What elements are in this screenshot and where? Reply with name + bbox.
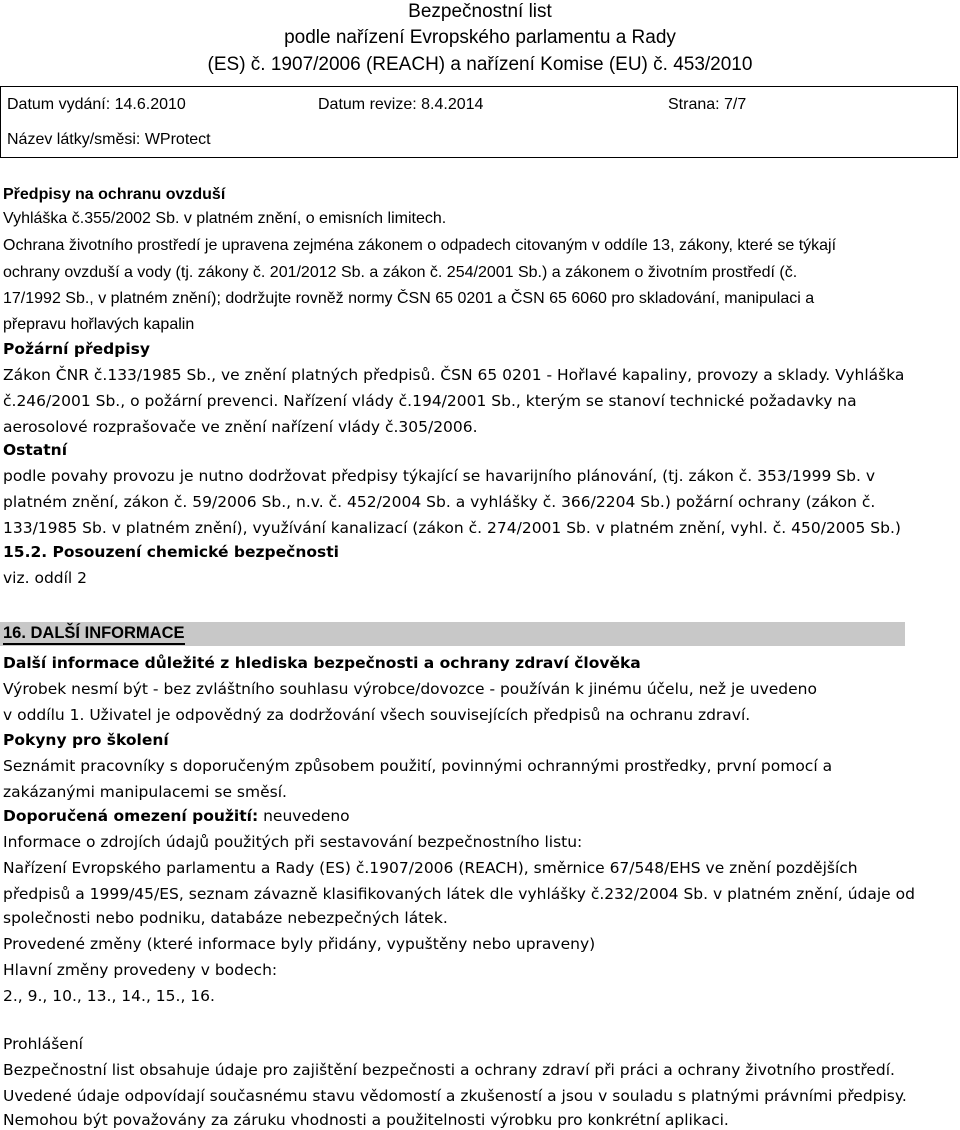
fire-line: aerosolové rozprašovače ve znění nařízení vlády č.305/2006. [3,418,478,436]
chemical-safety-text: viz. oddíl 2 [3,569,88,587]
changes-line: Provedené změny (které informace byly přidány, vypuštěny nebo upraveny) [3,935,596,953]
air-line: přepravu hořlavých kapalin [3,316,195,333]
other-line: platném znění, zákon č. 59/2006 Sb., n.v. č. 452/2004 Sb. a vyhlášky č. 366/2204 Sb.) požární ochrany (zákon č. [3,493,876,511]
chemical-safety-heading: 15.2. Posouzení chemické bezpečnosti [3,543,339,561]
sources-line: Nařízení Evropského parlamentu a Rady (ES) č.1907/2006 (REACH), směrnice 67/548/EHS ve znění pozdějších [3,859,858,877]
other-line: podle povahy provozu je nutno dodržovat předpisy týkající se havarijního plánování, (tj. zákon č. 353/1999 Sb. v [3,467,876,485]
other-heading: Ostatní [3,441,68,459]
fire-line: Zákon ČNR č.133/1985 Sb., ve znění platných předpisů. ČSN 65 0201 - Hořlavé kapaliny, provozy a sklady. Vyhláška [3,366,905,384]
air-heading: Předpisy na ochranu ovzduší [3,186,226,203]
training-heading: Pokyny pro školení [3,731,169,749]
header-info-box [0,86,958,158]
regulation-line-1: podle nařízení Evropského parlamentu a Rady [284,27,676,48]
substance-name: Název látky/směsi: WProtect [7,131,211,148]
page-number: Strana: 7/7 [668,96,747,113]
revision-date: Datum revize: 8.4.2014 [318,96,484,113]
declaration-line: Nemohou být považovány za záruku vhodnosti a použitelnosti výrobku pro konkrétní aplikaci. [3,1111,729,1129]
air-line: ochrany ovzduší a vody (tj. zákony č. 201/2012 Sb. a zákon č. 254/2001 Sb.) a zákonem o životním prostředí (č. [3,264,798,281]
declaration-line: Bezpečnostní list obsahuje údaje pro zajištění bezpečnosti a ochrany zdraví při práci a ochrany životního prostředí. [3,1061,895,1079]
section-16-title: 16. DALŠÍ INFORMACE [3,624,185,645]
declaration-heading: Prohlášení [3,1035,83,1053]
air-line: Ochrana životního prostředí je upravena zejména zákonem o odpadech citovaným v oddíle 13, zákony, které se týkají [3,237,837,254]
restrictions-value: neuvedeno [258,807,350,825]
fire-heading: Požární předpisy [3,340,150,358]
issue-date: Datum vydání: 14.6.2010 [7,96,186,113]
declaration-line: Uvedené údaje odpovídají současnému stavu vědomostí a zkušeností a jsou v souladu s platnými právními předpisy. [3,1087,907,1105]
sources-line: předpisů a 1999/45/ES, seznam závazně klasifikovaných látek dle vyhlášky č.232/2004 Sb. v platném znění, údaje od [3,885,915,903]
changes-line: Hlavní změny provedeny v bodech: [3,961,278,979]
regulation-line-2: (ES) č. 1907/2006 (REACH) a nařízení Komise (EU) č. 453/2010 [207,54,753,75]
other-line: 133/1985 Sb. v platném znění), využívání kanalizací (zákon č. 274/2001 Sb. v platném znění, vyhl. č. 450/2005 Sb.) [3,519,901,537]
fire-line: č.246/2001 Sb., o požární prevenci. Nařízení vlády č.194/2001 Sb., kterým se stanoví technické požadavky na [3,392,857,410]
sources-line: Informace o zdrojích údajů použitých při sestavování bezpečnostního listu: [3,833,583,851]
info-line: Výrobek nesmí být - bez zvláštního souhlasu výrobce/dovozce - používán k jinému účelu, než je uvedeno [3,680,817,698]
section-16-bar [0,622,905,646]
air-line: Vyhláška č.355/2002 Sb. v platném znění, o emisních limitech. [3,210,447,227]
changes-line: 2., 9., 10., 13., 14., 15., 16. [3,987,215,1005]
restrictions-label: Doporučená omezení použití: [3,807,259,825]
info-line: v oddílu 1. Uživatel je odpovědný za dodržování všech souvisejících předpisů na ochranu zdraví. [3,706,751,724]
recommended-restrictions [3,807,350,825]
sources-line: společnosti nebo podniku, databáze nebezpečných látek. [3,909,448,927]
further-info-heading: Další informace důležité z hlediska bezpečnosti a ochrany zdraví člověka [3,654,641,672]
document-title: Bezpečnostní list [408,1,552,22]
training-line: Seznámit pracovníky s doporučeným způsobem použití, povinnými ochrannými prostředky, první pomocí a [3,757,833,775]
air-line: 17/1992 Sb., v platném znění); dodržujte rovněž normy ČSN 65 0201 a ČSN 65 6060 pro skladování, manipulaci a [3,290,815,307]
training-line: zakázanými manipulacemi se směsí. [3,783,287,801]
